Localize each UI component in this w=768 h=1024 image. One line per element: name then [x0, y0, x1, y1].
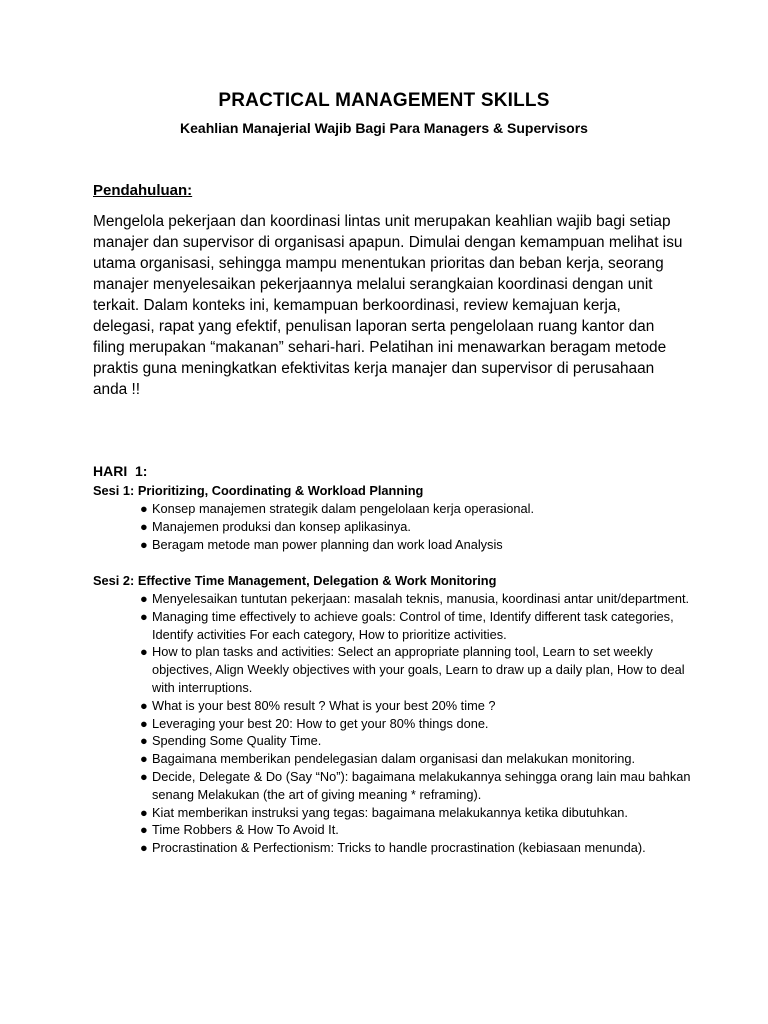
bullet-text: Manajemen produksi dan konsep aplikasinya. — [152, 518, 411, 534]
bullet-item — [140, 732, 693, 750]
bullet-icon: ● — [140, 733, 148, 749]
bullet-icon: ● — [140, 501, 148, 516]
bullet-icon: ● — [140, 518, 148, 534]
bullet-icon: ● — [140, 751, 148, 767]
bullet-item — [140, 839, 693, 857]
bullet-text: Decide, Delegate & Do (Say “No”): bagaimana melakukannya sehingga orang lain mau bahkan senang Melakukan (the art of giving meaning * reframing). — [152, 768, 691, 802]
bullet-item — [140, 500, 693, 518]
bullet-icon: ● — [140, 644, 148, 660]
bullet-icon: ● — [140, 768, 148, 784]
bullet-icon: ● — [140, 715, 148, 731]
bullet-item — [140, 715, 693, 733]
intro-heading: Pendahuluan: — [93, 182, 193, 199]
bullet-item — [140, 608, 693, 644]
bullet-text: How to plan tasks and activities: Select an appropriate planning tool, Learn to set weekly objectives, Align Weekly objectives with your goals, Learn to draw up a daily plan, How to deal with interruptions. — [152, 644, 685, 695]
bullet-icon: ● — [140, 840, 148, 856]
bullet-text: Managing time effectively to achieve goals: Control of time, Identify different task categories, Identify activities For each category, How to prioritize activities. — [152, 608, 674, 642]
bullet-text: Time Robbers & How To Avoid It. — [152, 822, 339, 838]
bullet-item — [140, 768, 693, 804]
bullet-item — [140, 536, 693, 554]
session-2 — [93, 572, 693, 857]
bullet-text: Leveraging your best 20: How to get your 80% things done. — [152, 715, 489, 731]
bullet-item — [140, 821, 693, 839]
document-subtitle: Keahlian Manajerial Wajib Bagi Para Managers & Supervisors — [180, 120, 588, 136]
bullet-icon: ● — [140, 536, 148, 552]
bullet-text: Beragam metode man power planning dan work load Analysis — [152, 536, 503, 552]
bullet-item — [140, 697, 693, 715]
document-title: PRACTICAL MANAGEMENT SKILLS — [218, 90, 550, 111]
bullet-icon: ● — [140, 697, 148, 713]
bullet-icon: ● — [140, 822, 148, 838]
bullet-text: Procrastination & Perfectionism: Tricks to handle procrastination (kebiasaan menunda). — [152, 840, 646, 856]
session-1-bullet-list — [93, 500, 693, 553]
bullet-item — [140, 518, 693, 536]
bullet-text: Bagaimana memberikan pendelegasian dalam organisasi dan melakukan monitoring. — [152, 751, 636, 767]
bullet-item — [140, 804, 693, 822]
bullet-item — [140, 643, 693, 696]
bullet-text: Kiat memberikan instruksi yang tegas: bagaimana melakukannya ketika dibutuhkan. — [152, 804, 628, 820]
session-1 — [93, 482, 693, 553]
bullet-text: Menyelesaikan tuntutan pekerjaan: masalah teknis, manusia, koordinasi antar unit/department. — [152, 591, 690, 606]
intro-paragraph: Mengelola pekerjaan dan koordinasi lintas unit merupakan keahlian wajib bagi setiap manajer dan supervisor di organisasi apapun. Dimulai dengan kemampuan melihat isu utama organisasi, sehingga mampu menentukan prioritas dan beban kerja, seorang manajer menyelesaikan pekerjaannya melalui serangkaian koordinasi dengan unit terkait. Dalam konteks ini, kemampuan berkoordinasi, review kemajuan kerja, delegasi, rapat yang efektif, penulisan laporan serta pengelolaan ruang kantor dan filing merupakan “makanan” sehari-hari. Pelatihan ini menawarkan beragam metode praktis guna meningkatkan efektivitas kerja manajer dan supervisor di perusahaan anda !! — [93, 213, 683, 398]
bullet-icon: ● — [140, 591, 148, 606]
session-title: Sesi 2: Effective Time Management, Delegation & Work Monitoring — [93, 573, 497, 588]
bullet-text: Konsep manajemen strategik dalam pengelolaan kerja operasional. — [152, 501, 535, 516]
bullet-text: What is your best 80% result ? What is your best 20% time ? — [152, 697, 496, 713]
bullet-icon: ● — [140, 804, 148, 820]
session-2-bullet-list — [93, 590, 693, 857]
bullet-item — [140, 750, 693, 768]
day-heading: HARI 1: — [93, 463, 148, 479]
session-title: Sesi 1: Prioritizing, Coordinating & Workload Planning — [93, 483, 424, 498]
bullet-icon: ● — [140, 608, 148, 624]
bullet-text: Spending Some Quality Time. — [152, 733, 322, 749]
bullet-item — [140, 590, 693, 608]
